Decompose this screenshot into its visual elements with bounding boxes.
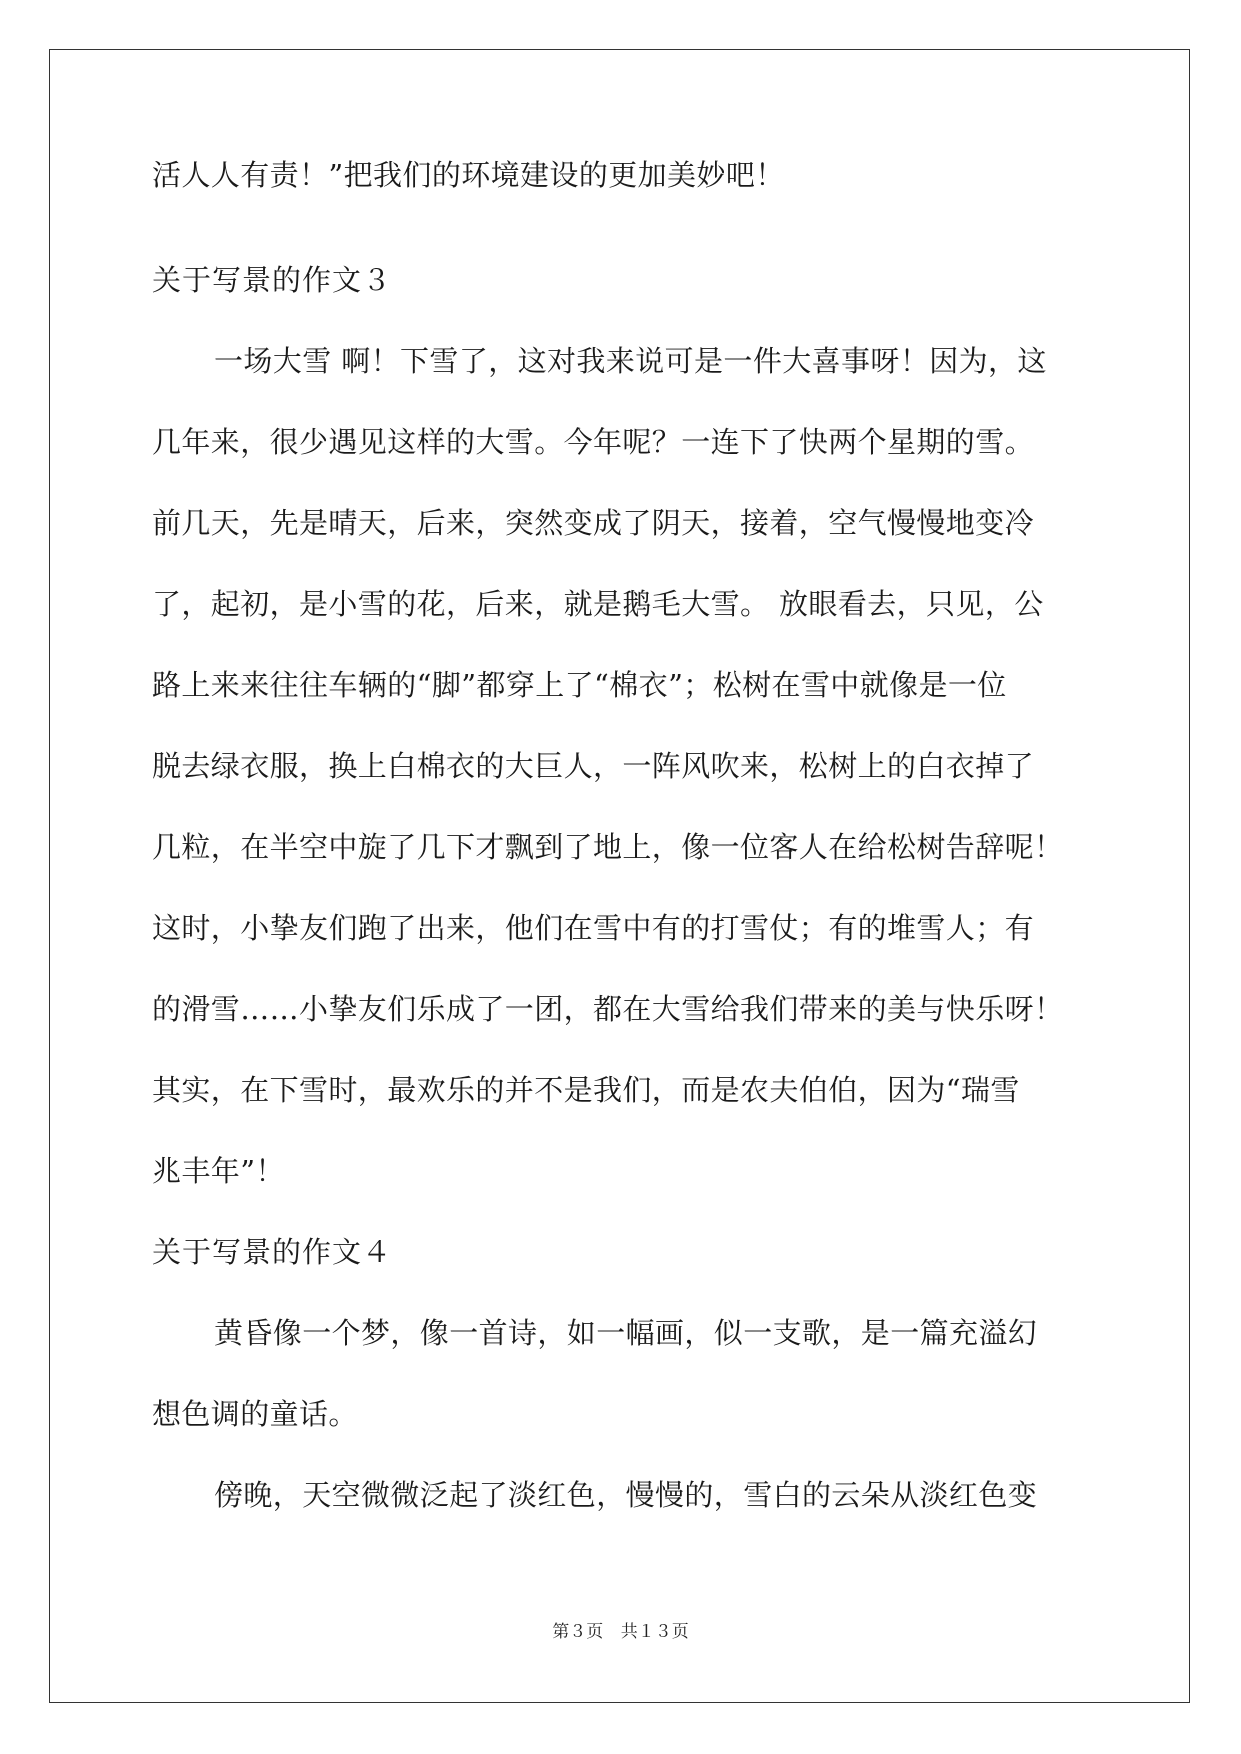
text-line: 脱去绿衣服，换上白棉衣的大巨人，一阵风吹来，松树上的白衣掉了 [152, 749, 1035, 783]
text-line: 兆丰年”！ [152, 1154, 285, 1188]
text-line: 几粒，在半空中旋了几下才飘到了地上，像一位客人在给松树告辞呢！ [152, 830, 1064, 864]
text-line: 这时，小挚友们跑了出来，他们在雪中有的打雪仗；有的堆雪人；有 [152, 911, 1035, 945]
text-line: 几年来，很少遇见这样的大雪。今年呢？一连下了快两个星期的雪。 [152, 425, 1035, 459]
text-line: 的滑雪……小挚友们乐成了一团，都在大雪给我们带来的美与快乐呀！ [152, 992, 1064, 1026]
page-footer [0, 1617, 1241, 1642]
text-line: 路上来来往往车辆的“脚”都穿上了“棉衣”；松树在雪中就像是一位 [152, 668, 1007, 702]
section-heading: 关于写景的作文４ [152, 1235, 393, 1269]
page-total: 共１３页 [620, 1622, 689, 1642]
section-heading: 关于写景的作文３ [152, 263, 393, 297]
document-body [152, 160, 1087, 1536]
text-line: 想色调的童话。 [152, 1397, 358, 1431]
text-line: 前几天，先是晴天，后来，突然变成了阴天，接着，空气慢慢地变冷 [152, 506, 1035, 540]
page-number: 第３页 [552, 1622, 604, 1642]
paragraph-start: 一场大雪 啊！下雪了，这对我来说可是一件大喜事呀！因为，这 [214, 344, 1047, 378]
paragraph-start: 黄昏像一个梦，像一首诗，如一幅画，似一支歌，是一篇充溢幻 [214, 1316, 1038, 1350]
paragraph-start: 傍晚，天空微微泛起了淡红色，慢慢的，雪白的云朵从淡红色变 [214, 1478, 1038, 1512]
text-line: 活人人有责！”把我们的环境建设的更加美妙吧！ [152, 158, 785, 192]
text-line: 了，起初，是小雪的花，后来，就是鹅毛大雪。 放眼看去，只见，公 [152, 587, 1044, 621]
text-line: 其实，在下雪时，最欢乐的并不是我们，而是农夫伯伯，因为“瑞雪 [152, 1073, 1020, 1107]
